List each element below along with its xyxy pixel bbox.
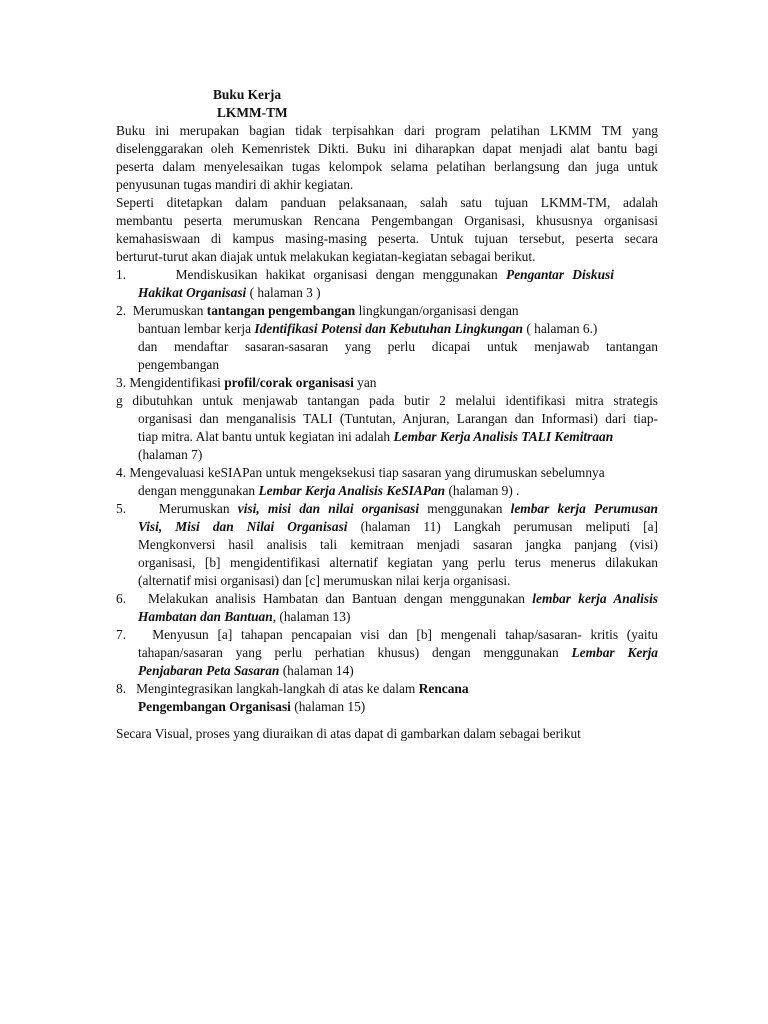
list-item-line: 7. Menyusun [a] tahapan pencapaian visi dan [b] mengenali tahap/sasaran- kritis (yaitu [116,627,658,642]
list-item-2 [116,302,658,374]
list-number: 3. [116,375,127,390]
list-item-4 [116,464,658,500]
list-item-line: g dibutuhkan untuk menjawab tantangan pada butir 2 melalui identifikasi mitra strategis [116,393,658,408]
list-item-3 [116,374,658,464]
list-item-line: tahapan/sasaran yang perlu perhatian khusus) dengan menggunakan Lembar Kerja [138,645,658,660]
list-item-6 [116,590,658,626]
list-item-line: tiap mitra. Alat bantu untuk kegiatan ini adalah Lembar Kerja Analisis TALI Kemitraan [138,429,614,444]
intro-line: penyusunan tugas mandiri di akhir kegiatan. [116,177,354,192]
list-item-line: pengembangan [138,357,220,372]
objective-line: membantu peserta merumuskan Rencana Pengembangan Organisasi, khususnya organisasi [116,213,658,228]
list-item-line: organisasi, [b] mengidentifikasi alternatif kegiatan yang perlu terus menerus dilakukan [138,555,658,570]
objective-line: berturut-turut akan diajak untuk melakukan kegiatan-kegiatan sebagai berikut. [116,249,536,264]
objective-line: kemahasiswaan di kampus masing-masing peserta. Untuk tujuan tersebut, peserta secara [116,231,658,246]
list-item-line: 3. Mengidentifikasi profil/corak organisasi yan [116,375,377,390]
list-item-line: dan mendaftar sasaran-sasaran yang perlu dicapai untuk menjawab tantangan [138,339,658,354]
objective-paragraph [116,194,658,266]
objective-line: Seperti ditetapkan dalam panduan pelaksanaan, salah satu tujuan LKMM-TM, adalah [116,195,658,210]
list-item-line: Mengkonversi hasil analisis tali kemitraan menjadi sasaran jangka panjang (visi) [138,537,658,552]
list-number: 8. [116,681,127,696]
list-item-5 [116,500,658,590]
list-item-7 [116,626,658,680]
intro-paragraph [116,122,658,194]
list-item-line: 1. Mendiskusikan hakikat organisasi dengan menggunakan Pengantar Diskusi [116,267,614,282]
list-item-line: (alternatif misi organisasi) dan [c] merumuskan nilai kerja organisasi. [138,573,511,588]
list-item-line: 6. Melakukan analisis Hambatan dan Bantuan dengan menggunakan lembar kerja Analisis [116,591,658,606]
list-item-line: (halaman 7) [138,447,203,462]
list-item-line: Visi, Misi dan Nilai Organisasi (halaman 11) Langkah perumusan meliputi [a] [138,519,658,534]
list-item-line: Hambatan dan Bantuan, (halaman 13) [138,609,351,624]
list-number: 1. [116,267,127,282]
list-item-line: Pengembangan Organisasi (halaman 15) [138,699,366,714]
document-title-line-1: Buku Kerja [213,87,282,102]
closing-sentence: Secara Visual, proses yang diuraikan di atas dapat di gambarkan dalam sebagai berikut [116,726,581,741]
list-item-line: dengan menggunakan Lembar Kerja Analisis KeSIAPan (halaman 9) . [138,483,520,498]
list-item-line: 4. Mengevaluasi keSIAPan untuk mengeksekusi tiap sasaran yang dirumuskan sebelumnya [116,465,605,480]
list-number: 6. [116,591,127,606]
list-number: 5. [116,501,127,516]
intro-line: diselenggarakan oleh Kemenristek Dikti. Buku ini diharapkan dapat menjadi alat bantu bagi [116,141,658,156]
list-item-line: Hakikat Organisasi ( halaman 3 ) [138,285,321,300]
document-title-line-2: LKMM-TM [217,105,288,120]
list-item-8 [116,680,658,716]
list-item-line: Penjabaran Peta Sasaran (halaman 14) [138,663,354,678]
list-item-line: 8. Mengintegrasikan langkah-langkah di atas ke dalam Rencana [116,681,469,696]
list-number: 2. [116,303,127,318]
document-page [116,86,658,743]
intro-line: peserta dalam menyelesaikan tugas kelompok selama pelatihan berlangsung dan juga untuk [116,159,658,174]
list-item-1 [116,266,658,302]
list-number: 7. [116,627,127,642]
list-item-line: 5. Merumuskan visi, misi dan nilai organisasi menggunakan lembar kerja Perumusan [116,501,659,516]
list-item-line: organisasi dan menganalisis TALI (Tuntutan, Anjuran, Larangan dan Informasi) dari tiap- [138,411,658,426]
list-item-line: 2. Merumuskan tantangan pengembangan lingkungan/organisasi dengan [116,303,519,318]
list-number: 4. [116,465,127,480]
intro-line: Buku ini merupakan bagian tidak terpisahkan dari program pelatihan LKMM TM yang [116,123,658,138]
list-item-line: bantuan lembar kerja Identifikasi Potensi dan Kebutuhan Lingkungan ( halaman 6.) [138,321,598,336]
